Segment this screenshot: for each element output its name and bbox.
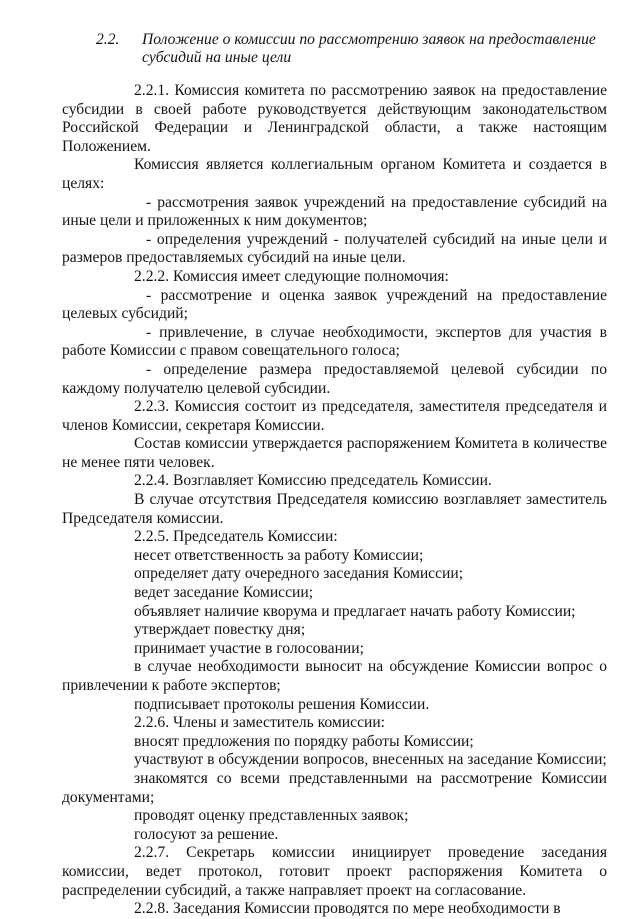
section-heading [96, 31, 606, 67]
paragraph: 2.2.6. Члены и заместитель комиссии: [134, 714, 386, 732]
paragraph: 2.2.2. Комиссия имеет следующие полномочия: [134, 267, 449, 285]
paragraph: голосуют за решение. [134, 825, 279, 843]
paragraph: ведет заседание Комиссии; [134, 584, 314, 602]
paragraph: в случае необходимости выносит на обсуждение Комиссии вопрос о привлечении к работе экспертов; [62, 658, 607, 694]
paragraph: 2.2.5. Председатель Комиссии: [134, 528, 338, 546]
paragraph: Комиссия является коллегиальным органом Комитета и создается в целях: [62, 156, 607, 192]
paragraph: - привлечение, в случае необходимости, экспертов для участия в работе Комиссии с правом совещательного голоса; [62, 323, 607, 360]
paragraph: несет ответственность за работу Комиссии; [134, 546, 424, 564]
paragraph: 2.2.4. Возглавляет Комиссию председатель Комиссии. [134, 472, 492, 490]
paragraph: подписывает протоколы решения Комиссии. [134, 695, 430, 713]
section-title: Положение о комиссии по рассмотрению заявок на предоставление субсидий на иные цели [142, 31, 596, 66]
paragraph: 2.2.3. Комиссия состоит из председателя, заместителя председателя и членов Комиссии, секретаря Комиссии. [62, 398, 607, 434]
paragraph: проводят оценку представленных заявок; [134, 807, 409, 825]
paragraph: утверждает повестку дня; [134, 621, 306, 639]
paragraph: 2.2.7. Секретарь комиссии инициирует проведение заседания комиссии, ведет протокол, готовит проект распоряжения Комитета о распределении субсидий, а также направляет проект на согласование. [62, 844, 607, 899]
paragraph: Состав комиссии утверждается распоряжением Комитета в количестве не менее пяти человек. [62, 435, 607, 471]
paragraph: знакомятся со всеми представленными на рассмотрение Комиссии документами; [62, 769, 607, 806]
paragraph: объявляет наличие кворума и предлагает начать работу Комиссии; [134, 602, 576, 620]
paragraph: принимает участие в голосовании; [134, 639, 364, 657]
paragraph: участвуют в обсуждении вопросов, внесенных на заседание Комиссии; [134, 751, 607, 769]
body-text [62, 82, 607, 919]
paragraph: - определения учреждений - получателей субсидий на иные цели и размеров предоставляемых субсидий на иные цели. [62, 230, 607, 267]
paragraph: определяет дату очередного заседания Комиссии; [134, 565, 464, 583]
paragraph: - рассмотрение и оценка заявок учреждений на предоставление целевых субсидий; [62, 286, 607, 323]
section-number: 2.2. [96, 31, 120, 48]
paragraph: - определение размера предоставляемой целевой субсидии по каждому получателю целевой субсидии. [62, 360, 607, 397]
paragraph: В случае отсутствия Председателя комиссию возглавляет заместитель Председателя комиссии. [62, 491, 607, 527]
paragraph: 2.2.1. Комиссия комитета по рассмотрению заявок на предоставление субсидии в своей работе руководствуется действующим законодательством Российской Федерации и Ленинградской области, а также настоящим Положением. [62, 82, 607, 155]
paragraph: 2.2.8. Заседания Комиссии проводятся по мере необходимости в [134, 900, 561, 918]
paragraph: вносят предложения по порядку работы Комиссии; [134, 732, 474, 750]
paragraph: - рассмотрения заявок учреждений на предоставление субсидий на иные цели и приложенных к ним документов; [62, 193, 607, 230]
